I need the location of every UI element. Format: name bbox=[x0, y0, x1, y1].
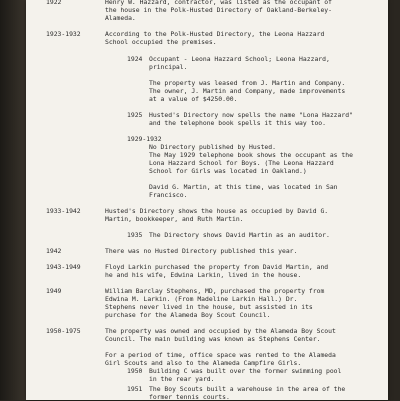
entry-line: According to the Polk-Husted Directory, the Leona Hazzard bbox=[105, 30, 325, 38]
document-page bbox=[26, 0, 388, 400]
entry-line: School for Girls was located in Oakland.) bbox=[149, 167, 307, 175]
entry-year: 1933-1942 bbox=[46, 207, 81, 215]
entry-line: and the telephone book spells it this way too. bbox=[149, 119, 326, 127]
entry-line: No Directory published by Husted. bbox=[149, 143, 276, 151]
entry-line: Henry W. Hazzard, contractor, was listed as the occupant of bbox=[105, 0, 333, 6]
entry-line: Husted's Directory now spells the name "Lona Hazzard" bbox=[149, 111, 353, 119]
entry-line: The property was leased from J. Martin and Company. bbox=[149, 79, 346, 87]
entry-year: 1949 bbox=[46, 287, 62, 295]
entry-line: The Boy Scouts built a warehouse in the area of the bbox=[149, 385, 346, 393]
entry-year: 1950-1975 bbox=[46, 327, 81, 335]
entry-line: David G. Martin, at this time, was located in San bbox=[149, 183, 338, 191]
entry-line: purchase for the Alameda Boy Scout Council. bbox=[105, 311, 271, 319]
entry-line: The May 1929 telephone book shows the occupant as the bbox=[149, 151, 353, 159]
entry-line: at a value of $4250.00. bbox=[149, 95, 238, 103]
entry-line: There was no Husted Directory published this year. bbox=[105, 247, 298, 255]
sub-entry-year: 1951 bbox=[127, 385, 143, 393]
entry-line: William Barclay Stephens, MD, purchased the property from bbox=[105, 287, 325, 295]
entry-line: principal. bbox=[149, 63, 188, 71]
entry-line: The property was owned and occupied by the Alameda Boy Scout bbox=[105, 327, 336, 335]
entry-line: former tennis courts. bbox=[149, 393, 230, 401]
entry-line: Francisco. bbox=[149, 191, 188, 199]
entry-line: the house in the Polk-Husted Directory of Oakland-Berkeley- bbox=[105, 6, 333, 14]
entry-line: Girl Scouts and also to the Alameda Campfire Girls. bbox=[105, 359, 302, 367]
entry-line: Stephens never lived in the house, but assisted in its bbox=[105, 303, 313, 311]
binding-edge bbox=[0, 0, 26, 400]
entry-line: in the rear yard. bbox=[149, 375, 215, 383]
entry-line: Council. The main building was known as Stephens Center. bbox=[105, 335, 321, 343]
sub-entry-year: 1950 bbox=[127, 367, 143, 375]
entry-line: The owner, J. Martin and Company, made improvements bbox=[149, 87, 346, 95]
sub-entry-year: 1924 bbox=[127, 55, 143, 63]
entry-line: he and his wife, Edwina Larkin, lived in the house. bbox=[105, 271, 302, 279]
entry-line: Martin, bookkeeper, and Ruth Martin. bbox=[105, 215, 244, 223]
entry-line: Alameda. bbox=[105, 14, 136, 22]
entry-year: 1943-1949 bbox=[46, 263, 81, 271]
entry-line: Building C was built over the former swimming pool bbox=[149, 367, 342, 375]
sub-entry-year: 1925 bbox=[127, 111, 143, 119]
entry-line: The Directory shows David Martin as an auditor. bbox=[149, 231, 330, 239]
sub-entry-year: 1929-1932 bbox=[127, 135, 162, 143]
entry-line: Edwina M. Larkin. (From Madeline Larkin Hall.) Dr. bbox=[105, 295, 298, 303]
entry-line: School occupied the premises. bbox=[105, 38, 217, 46]
entry-line: Lona Hazzard School for Boys. (The Leona Hazzard bbox=[149, 159, 334, 167]
entry-line: Floyd Larkin purchased the property from David Martin, and bbox=[105, 263, 329, 271]
entry-year: 1942 bbox=[46, 247, 62, 255]
entry-year: 1922 bbox=[46, 0, 62, 6]
entry-line: Occupant - Leona Hazzard School; Leona Hazzard, bbox=[149, 55, 330, 63]
sub-entry-year: 1935 bbox=[127, 231, 143, 239]
entry-line: For a period of time, office space was rented to the Alameda bbox=[105, 351, 336, 359]
entry-year: 1923-1932 bbox=[46, 30, 81, 38]
entry-line: Husted's Directory shows the house as occupied by David G. bbox=[105, 207, 329, 215]
